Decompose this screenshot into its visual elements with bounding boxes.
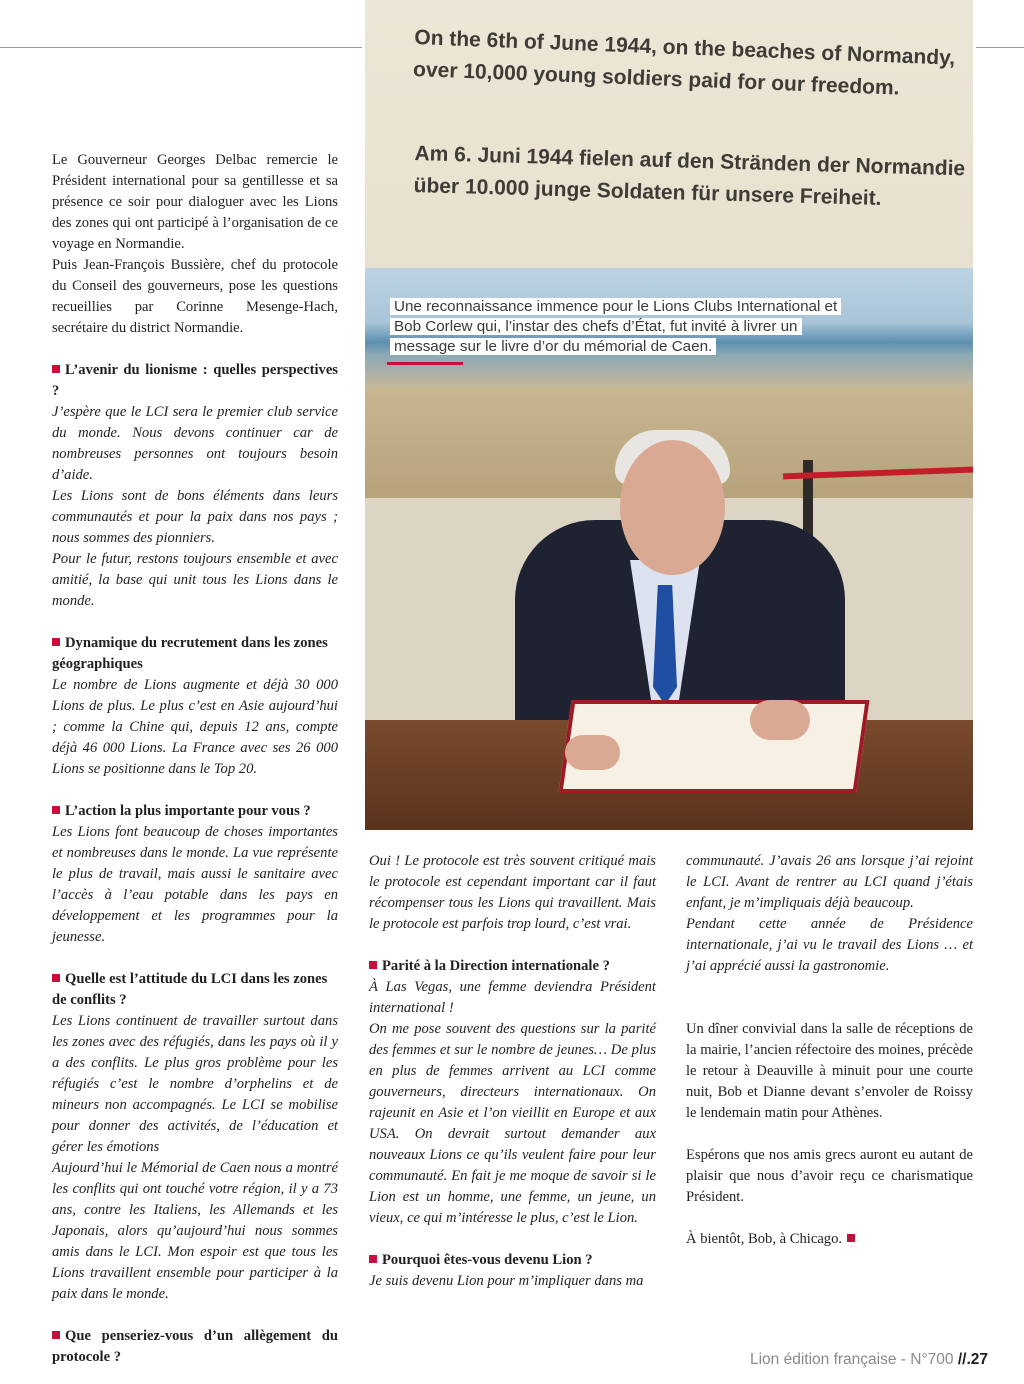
man-head: [620, 440, 725, 575]
question-heading: [52, 360, 338, 402]
question-text: Que penseriez-vous d’un allègement du protocole ?: [52, 1328, 338, 1365]
column-1: [52, 150, 338, 1368]
top-rule-left: [0, 47, 362, 48]
column-2: [369, 851, 656, 1292]
question-text: Quelle est l’attitude du LCI dans les zones de conflits ?: [52, 971, 328, 1008]
column-3: [686, 851, 973, 1250]
memorial-photo: [365, 0, 973, 830]
red-square-bullet-icon: [369, 961, 377, 969]
answer-paragraph: Les Lions font beaucoup de choses importantes et nombreuses dans le monde. La vue représente le plus de travail, mais aussi le sanitaire avec l’accès à l’eau potable dans les pays en développement et les programmes pour la jeunesse.: [52, 824, 338, 945]
red-square-bullet-icon: [52, 806, 60, 814]
footer-separator: //: [957, 1351, 967, 1368]
closing-paragraph-1: Un dîner convivial dans la salle de réceptions de la mairie, l’ancien réfectoire des moines, précède le retour à Deauville à minuit pour une courte nuit, Bob et Dianne devant s’envoler de Roissy le lendemain matin pour Athènes.: [686, 1021, 973, 1121]
photo-caption: [390, 297, 850, 357]
intro-paragraph-1: Le Gouverneur Georges Delbac remercie le Président international pour sa gentillesse et sa présence ce soir pour dialoguer avec les Lions des zones qui ont participé à l’organisation de ce voyage en Normandie.: [52, 152, 338, 252]
red-square-bullet-icon: [52, 638, 60, 646]
question-text: Pourquoi êtes-vous devenu Lion ?: [382, 1252, 593, 1268]
red-square-bullet-icon: [52, 1331, 60, 1339]
photo-caption-text: Une reconnaissance immence pour le Lions Clubs International et Bob Corlew qui, l’instar des chefs d’État, fut invité à livrer un message sur le livre d’or du mémorial de Caen.: [390, 298, 841, 355]
page-footer: [750, 1351, 988, 1369]
banner-en-line-2: over 10,000 young soldiers paid for our freedom.: [412, 57, 900, 100]
red-square-bullet-icon: [369, 1255, 377, 1263]
answer-paragraph: communauté. J’avais 26 ans lorsque j’ai rejoint le LCI. Avant de rentrer au LCI quand j’étais enfant, je m’impliquais déjà beaucoup.: [686, 853, 973, 911]
question-heading: [52, 633, 338, 675]
intro-paragraph-2: Puis Jean-François Bussière, chef du protocole du Conseil des gouverneurs, pose les questions recueillies par Corinne Mesenge-Hach, secrétaire du district Normandie.: [52, 257, 338, 336]
answer-paragraph: Oui ! Le protocole est très souvent critiqué mais le protocole est cependant important car il faut récompenser tous les Lions qui travaillent. Mais le protocole est parfois trop lourd, c’est vrai.: [369, 853, 656, 932]
answer-paragraph: Aujourd’hui le Mémorial de Caen nous a montré les conflits qui ont touché votre région, il y a 73 ans, contre les Italiens, les Allemands et les Japonais, alors qu’aujourd’hui nous sommes amis dans le LCI. Mon espoir est que tous les Lions travaillent ensemble pour participer à la paix dans le monde.: [52, 1160, 338, 1302]
man-hand-writing: [565, 735, 620, 770]
question-text: L’avenir du lionisme : quelles perspectives ?: [52, 362, 338, 399]
red-square-bullet-icon: [52, 365, 60, 373]
footer-page-number: .27: [966, 1351, 988, 1368]
question-text: Dynamique du recrutement dans les zones géographiques: [52, 635, 328, 672]
answer-paragraph: Pendant cette année de Présidence internationale, j’ai vu le travail des Lions … et j’ai apprécié aussi la gastronomie.: [686, 916, 973, 974]
memorial-banner: [365, 0, 973, 268]
banner-de-line-2: über 10.000 junge Soldaten für unsere Freiheit.: [413, 173, 882, 211]
answer-paragraph: On me pose souvent des questions sur la parité des femmes et sur le nombre de jeunes… De plus en plus de femmes arrivent au LCI comme gouverneurs, directeurs internationaux. On rajeunit en Asie et l’on vieillit en Europe et aux USA. On devrait surtout demander aux nouveaux Lions ce qu’ils veulent faire pour leur communauté. En fait je me moque de savoir si le Lion est un homme, une femme, un jeune, un vieux, ce qui m’intéresse le plus, c’est le Lion.: [369, 1021, 656, 1226]
end-square-icon: [847, 1234, 855, 1242]
banner-german-text: [413, 138, 965, 217]
question-heading: [52, 1326, 338, 1368]
banner-english-text: [413, 22, 956, 107]
top-rule-right: [976, 47, 1024, 48]
red-square-bullet-icon: [52, 974, 60, 982]
banner-en-line-1: On the 6th of June 1944, on the beaches of Normandy,: [413, 25, 956, 70]
answer-paragraph: Le nombre de Lions augmente et déjà 30 000 Lions de plus. Le plus c’est en Asie aujourd’hui ; comme la Chine qui, depuis 12 ans, compte déjà 46 000 Lions. La France avec ses 26 000 Lions se positionne dans le Top 20.: [52, 677, 338, 777]
closing-paragraph-3: [686, 1229, 973, 1250]
question-heading: [369, 956, 656, 977]
answer-paragraph: J’espère que le LCI sera le premier club service du monde. Nous devons continuer car de nombreuses personnes ont toujours besoin d’aide.: [52, 404, 338, 483]
answer-paragraph: Je suis devenu Lion pour m’impliquer dans ma: [369, 1273, 644, 1289]
question-heading: [52, 801, 338, 822]
question-heading: [369, 1250, 656, 1271]
closing-text: À bientôt, Bob, à Chicago.: [686, 1231, 843, 1247]
footer-publication: Lion édition française - N°700: [749, 1351, 954, 1368]
answer-paragraph: Les Lions continuent de travailler surtout dans les zones avec des réfugiés, dans les pays où il y a des conflits. Le plus gros problème pour les réfugiés c’est le nombre d’orphelins et de mineurs non accompagnés. Le LCI se mobilise pour donner des activités, de l’éducation et gérer les émotions: [52, 1013, 338, 1155]
answer-paragraph: À Las Vegas, une femme deviendra Président international !: [369, 979, 656, 1016]
question-text: Parité à la Direction internationale ?: [382, 958, 610, 974]
closing-paragraph-2: Espérons que nos amis grecs auront eu autant de plaisir que nous d’avoir reçu ce charismatique Président.: [686, 1147, 973, 1205]
banner-de-line-1: Am 6. Juni 1944 fielen auf den Stränden der Normandie: [414, 141, 966, 181]
question-heading: [52, 969, 338, 1011]
caption-accent-bar: [387, 362, 463, 365]
question-text: L’action la plus importante pour vous ?: [65, 803, 311, 819]
answer-paragraph: Pour le futur, restons toujours ensemble et avec amitié, la base qui unit tous les Lions dans le monde.: [52, 551, 338, 609]
answer-paragraph: Les Lions sont de bons éléments dans leurs communautés et pour la paix dans nos pays ; nous sommes des pionniers.: [52, 488, 338, 546]
man-hand-left: [750, 700, 810, 740]
